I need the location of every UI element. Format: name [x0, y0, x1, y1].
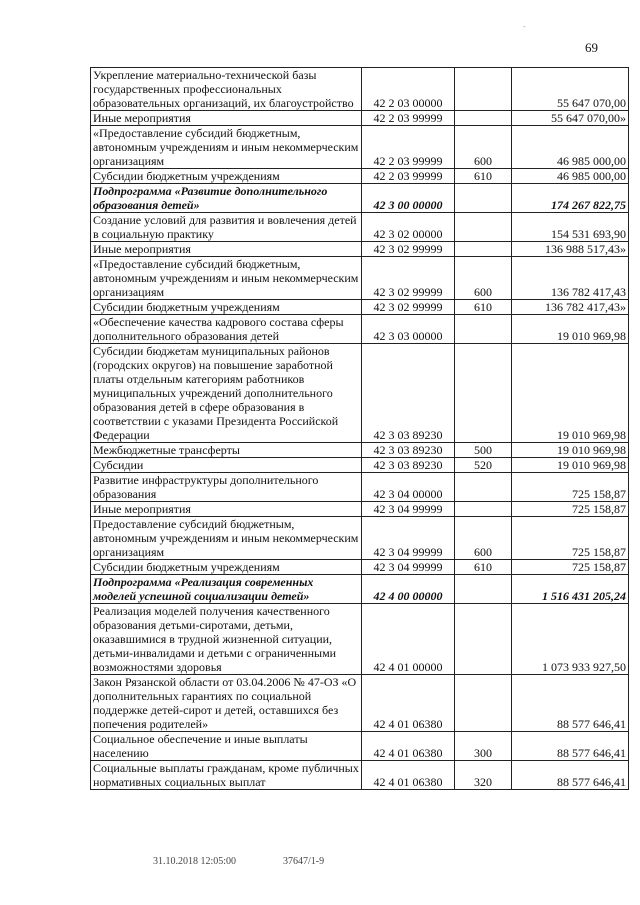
row-code: 42 3 02 00000	[362, 213, 455, 242]
table-row	[91, 458, 629, 473]
row-sum: 174 267 822,75	[512, 184, 629, 213]
table-row	[91, 242, 629, 257]
row-type: 520	[455, 458, 512, 473]
table-row	[91, 761, 629, 790]
row-code: 42 4 00 00000	[362, 575, 455, 604]
row-name: Межбюджетные трансферты	[91, 443, 362, 458]
row-code: 42 3 02 99999	[362, 257, 455, 300]
row-sum: 136 782 417,43	[512, 257, 629, 300]
row-type: 320	[455, 761, 512, 790]
row-type: 600	[455, 126, 512, 169]
row-code: 42 3 02 99999	[362, 300, 455, 315]
row-code: 42 2 03 99999	[362, 169, 455, 184]
row-sum: 19 010 969,98	[512, 443, 629, 458]
row-name: Подпрограмма «Развитие дополнительного образования детей»	[91, 184, 362, 213]
row-sum: 46 985 000,00	[512, 169, 629, 184]
row-name: Закон Рязанской области от 03.04.2006 № 47-ОЗ «О дополнительных гарантиях по социальной поддержке детей-сирот и детей, оставшихся без попечения родителей»	[91, 675, 362, 732]
row-name: Социальные выплаты гражданам, кроме публичных нормативных социальных выплат	[91, 761, 362, 790]
table-row	[91, 126, 629, 169]
row-type: 300	[455, 732, 512, 761]
row-sum: 725 158,87	[512, 502, 629, 517]
row-name: Предоставление субсидий бюджетным, автономным учреждениям и иным некоммерческим организациям	[91, 517, 362, 560]
row-type: 600	[455, 517, 512, 560]
row-sum: 19 010 969,98	[512, 344, 629, 443]
row-sum: 136 988 517,43»	[512, 242, 629, 257]
row-name: Субсидии бюджетам муниципальных районов (городских округов) на повышение заработной платы отдельным категориям работников муниципальных учреждений дополнительного образования детей в сфере образования в соответствии с указами Президента Российской Федерации	[91, 344, 362, 443]
row-sum: 725 158,87	[512, 517, 629, 560]
row-type: 610	[455, 169, 512, 184]
row-type	[455, 68, 512, 111]
row-type	[455, 315, 512, 344]
row-type: 500	[455, 443, 512, 458]
row-sum: 88 577 646,41	[512, 761, 629, 790]
row-code: 42 3 04 99999	[362, 517, 455, 560]
table-row	[91, 675, 629, 732]
row-name: Субсидии бюджетным учреждениям	[91, 560, 362, 575]
row-type	[455, 184, 512, 213]
row-sum: 46 985 000,00	[512, 126, 629, 169]
row-type	[455, 344, 512, 443]
row-name: Иные мероприятия	[91, 502, 362, 517]
row-sum: 88 577 646,41	[512, 732, 629, 761]
table-row	[91, 213, 629, 242]
table-row	[91, 68, 629, 111]
row-type	[455, 604, 512, 675]
row-sum: 55 647 070,00»	[512, 111, 629, 126]
table-row	[91, 169, 629, 184]
row-code: 42 4 01 06380	[362, 675, 455, 732]
row-code: 42 3 04 00000	[362, 473, 455, 502]
page-number: 69	[585, 40, 598, 55]
row-sum: 1 516 431 205,24	[512, 575, 629, 604]
row-code: 42 3 00 00000	[362, 184, 455, 213]
subprogram-row	[91, 184, 629, 213]
row-name: Субсидии	[91, 458, 362, 473]
budget-table	[90, 67, 629, 790]
table-row	[91, 300, 629, 315]
row-sum: 136 782 417,43»	[512, 300, 629, 315]
row-type: 600	[455, 257, 512, 300]
row-type	[455, 111, 512, 126]
row-sum: 1 073 933 927,50	[512, 604, 629, 675]
table-row	[91, 560, 629, 575]
table-row	[91, 315, 629, 344]
row-type	[455, 675, 512, 732]
row-sum: 19 010 969,98	[512, 458, 629, 473]
row-name: Субсидии бюджетным учреждениям	[91, 169, 362, 184]
row-sum: 725 158,87	[512, 560, 629, 575]
row-sum: 19 010 969,98	[512, 315, 629, 344]
row-name: «Предоставление субсидий бюджетным, автономным учреждениям и иным некоммерческим организациям	[91, 126, 362, 169]
row-name: Субсидии бюджетным учреждениям	[91, 300, 362, 315]
row-code: 42 3 03 00000	[362, 315, 455, 344]
row-name: Социальное обеспечение и иные выплаты населению	[91, 732, 362, 761]
row-type	[455, 502, 512, 517]
row-name: Создание условий для развития и вовлечения детей в социальную практику	[91, 213, 362, 242]
row-type	[455, 473, 512, 502]
row-sum: 154 531 693,90	[512, 213, 629, 242]
row-type: 610	[455, 560, 512, 575]
row-name: Подпрограмма «Реализация современных моделей успешной социализации детей»	[91, 575, 362, 604]
table-row	[91, 344, 629, 443]
subprogram-row	[91, 575, 629, 604]
row-name: «Обеспечение качества кадрового состава сферы дополнительного образования детей	[91, 315, 362, 344]
row-code: 42 3 04 99999	[362, 560, 455, 575]
row-code: 42 3 03 89230	[362, 443, 455, 458]
row-code: 42 3 04 99999	[362, 502, 455, 517]
row-name: Иные мероприятия	[91, 242, 362, 257]
row-code: 42 2 03 00000	[362, 68, 455, 111]
row-name: Укрепление материально-технической базы государственных профессиональных образовательных организаций, их благоустройство	[91, 68, 362, 111]
row-name: Развитие инфраструктуры дополнительного образования	[91, 473, 362, 502]
table-row	[91, 517, 629, 560]
footer-date: 31.10.2018 12:05:00	[153, 856, 237, 867]
row-code: 42 4 01 00000	[362, 604, 455, 675]
table-row	[91, 443, 629, 458]
row-code: 42 2 03 99999	[362, 111, 455, 126]
row-code: 42 3 02 99999	[362, 242, 455, 257]
row-code: 42 4 01 06380	[362, 761, 455, 790]
row-type	[455, 575, 512, 604]
row-name: Реализация моделей получения качественного образования детьми-сиротами, детьми, оказавшимися в трудной жизненной ситуации, детьми-инвалидами и детьми с ограниченными возможностями здоровья	[91, 604, 362, 675]
row-sum: 725 158,87	[512, 473, 629, 502]
table-row	[91, 111, 629, 126]
table-row	[91, 502, 629, 517]
table-row	[91, 604, 629, 675]
page-mark: -	[523, 22, 526, 31]
row-sum: 55 647 070,00	[512, 68, 629, 111]
row-code: 42 2 03 99999	[362, 126, 455, 169]
table-row	[91, 473, 629, 502]
footer-doc-number: 37647/1-9	[283, 856, 325, 867]
row-name: Иные мероприятия	[91, 111, 362, 126]
row-type: 610	[455, 300, 512, 315]
row-code: 42 3 03 89230	[362, 344, 455, 443]
row-type	[455, 242, 512, 257]
row-name: «Предоставление субсидий бюджетным, автономным учреждениям и иным некоммерческим организациям	[91, 257, 362, 300]
row-code: 42 3 03 89230	[362, 458, 455, 473]
row-type	[455, 213, 512, 242]
row-sum: 88 577 646,41	[512, 675, 629, 732]
table-row	[91, 732, 629, 761]
row-code: 42 4 01 06380	[362, 732, 455, 761]
table-row	[91, 257, 629, 300]
